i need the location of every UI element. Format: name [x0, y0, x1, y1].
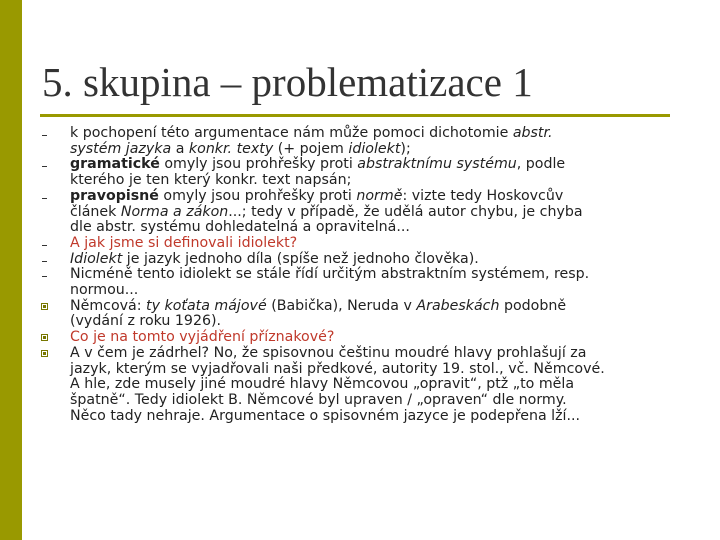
text-run: ); [400, 140, 411, 157]
text-run: omyly jsou prohřešky proti [158, 187, 357, 204]
bullet-line [70, 314, 700, 330]
bullet-line [70, 173, 700, 189]
bullet-list [40, 126, 700, 424]
bullet-item [40, 236, 700, 252]
bullet-line [70, 142, 700, 158]
text-run: , podle [516, 156, 566, 173]
text-run: a [171, 140, 189, 157]
square-bullet-icon [40, 330, 54, 346]
bullet-line [70, 252, 700, 268]
bullet-item [40, 252, 700, 268]
text-run: normou... [70, 282, 139, 299]
italic-text: normě [356, 187, 403, 204]
bullet-line [70, 330, 700, 346]
text-run: ...; tedy v případě, že udělá autor chybu, je chyba [228, 203, 583, 220]
italic-text: Norma a zákon [120, 203, 229, 220]
bullet-line [70, 267, 700, 283]
bullet-item [40, 346, 700, 425]
dash-bullet-icon [40, 157, 54, 173]
text-run: článek [70, 203, 121, 220]
bullet-item [40, 299, 700, 330]
italic-text: Idiolekt [70, 250, 123, 267]
bullet-line [70, 283, 700, 299]
italic-text: abstraktnímu systému [357, 156, 517, 173]
bullet-line [70, 377, 700, 393]
italic-text: Arabeskách [416, 297, 500, 314]
bullet-line [70, 346, 700, 362]
text-run: k pochopení této argumentace nám může pomoci dichotomie [70, 125, 513, 141]
bullet-line [70, 220, 700, 236]
dash-bullet-icon [40, 126, 54, 142]
text-run: : vizte tedy Hoskovcův [402, 187, 564, 204]
text-run: podobně [499, 297, 567, 314]
text-run: jazyk, kterým se vyjadřovali naši předkové, autority 19. stol., vč. Němcové. [70, 360, 605, 377]
bold-text: pravopisné [70, 187, 159, 204]
bold-text: gramatické [70, 156, 160, 173]
text-run: Němcová: [70, 297, 147, 314]
highlight-question: A jak jsme si definovali idiolekt? [70, 234, 298, 251]
bullet-line [70, 189, 700, 205]
bullet-item [40, 330, 700, 346]
square-bullet-icon [40, 299, 54, 315]
square-bullet-icon [40, 346, 54, 362]
bullet-item [40, 267, 700, 298]
bullet-line [70, 236, 700, 252]
bullet-item [40, 126, 700, 157]
text-run: kterého je ten který konkr. text napsán; [70, 172, 352, 189]
bullet-line [70, 393, 700, 409]
dash-bullet-icon [40, 252, 54, 268]
highlight-question: Co je na tomto vyjádření příznakové? [70, 329, 335, 346]
text-run: (Babička), Neruda v [266, 297, 417, 314]
dash-bullet-icon [40, 236, 54, 252]
text-run: omyly jsou prohřešky proti [159, 156, 358, 173]
side-accent-bar [0, 0, 22, 540]
text-run: dle abstr. systému dohledatelná a opravitelná... [70, 219, 410, 236]
bullet-line [70, 205, 700, 221]
title-underline [40, 114, 670, 117]
bullet-line [70, 126, 700, 142]
bullet-item [40, 157, 700, 188]
text-run: (vydání z roku 1926). [70, 313, 222, 330]
text-run: (+ pojem [273, 140, 349, 157]
text-run: špatně“. Tedy idiolekt B. Němcové byl upraven / „opraven“ dle normy. [70, 391, 567, 408]
text-run: A hle, zde musely jiné moudré hlavy Němcovou „opravit“, ptž „to měla [70, 376, 575, 393]
bullet-line [70, 409, 700, 425]
text-run: je jazyk jednoho díla (spíše než jednoho člověka). [122, 250, 479, 267]
text-run: A v čem je zádrhel? No, že spisovnou češtinu moudré hlavy prohlašují za [70, 344, 587, 361]
italic-text: idiolekt [348, 140, 401, 157]
slide-title: 5. skupina – problematizace 1 [42, 59, 533, 105]
bullet-line [70, 299, 700, 315]
bullet-item [40, 189, 700, 236]
italic-text: ty koťata májové [146, 297, 267, 314]
italic-text: konkr. texty [188, 140, 274, 157]
dash-bullet-icon [40, 267, 54, 283]
text-run: Něco tady nehraje. Argumentace o spisovném jazyce je podepřena lží... [70, 407, 581, 424]
bullet-line [70, 362, 700, 378]
italic-text: systém jazyka [70, 140, 172, 157]
bullet-line [70, 157, 700, 173]
dash-bullet-icon [40, 189, 54, 205]
italic-text: abstr. [512, 125, 553, 141]
text-run: Nicméně tento idiolekt se stále řídí určitým abstraktním systémem, resp. [70, 266, 590, 283]
